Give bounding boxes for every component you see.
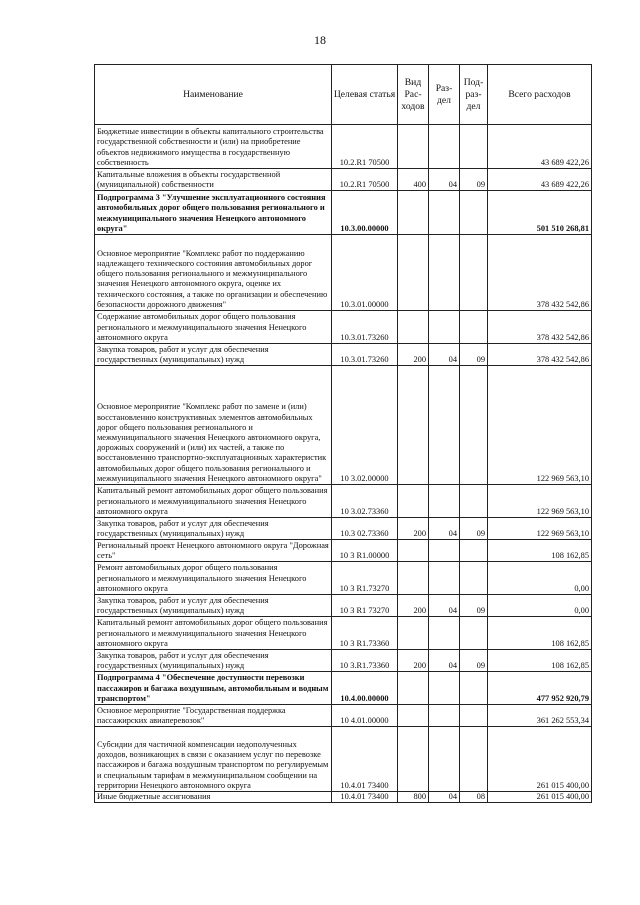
row-vid (398, 617, 429, 650)
row-target: 10.4.01 73400 (332, 792, 398, 803)
row-name: Закупка товаров, работ и услуг для обеспечения государственных (муниципальных) нужд (95, 518, 332, 540)
row-total: 261 015 400,00 (488, 792, 592, 803)
row-razdel: 04 (429, 595, 460, 617)
row-razdel (429, 311, 460, 344)
row-target: 10.3.00.00000 (332, 191, 398, 235)
row-razdel (429, 617, 460, 650)
table-row (95, 169, 592, 191)
row-razdel (429, 366, 460, 485)
row-vid (398, 540, 429, 562)
row-podrazdel: 09 (460, 518, 488, 540)
row-total: 378 432 542,86 (488, 311, 592, 344)
header-vid: Вид Рас- ходов (398, 65, 429, 125)
table-row (95, 617, 592, 650)
table-row (95, 672, 592, 705)
row-total: 378 432 542,86 (488, 344, 592, 366)
table-row (95, 344, 592, 366)
row-name: Ремонт автомобильных дорог общего пользования регионального и межмуниципального значения Ненецкого автономного округа (95, 562, 332, 595)
row-podrazdel (460, 485, 488, 518)
row-podrazdel (460, 540, 488, 562)
row-total: 122 969 563,10 (488, 366, 592, 485)
row-total: 43 689 422,26 (488, 169, 592, 191)
row-name: Подпрограмма 3 "Улучшение эксплуатационного состояния автомобильных дорог общего пользования регионального и межмуниципального значения Ненецкого автономного округа" (95, 191, 332, 235)
row-total: 501 510 268,81 (488, 191, 592, 235)
row-target: 10 3 R1.73360 (332, 617, 398, 650)
row-total: 378 432 542,86 (488, 235, 592, 311)
table-row (95, 518, 592, 540)
row-target: 10.2.R1 70500 (332, 169, 398, 191)
row-target: 10 3 R1.73270 (332, 562, 398, 595)
row-vid (398, 235, 429, 311)
row-target: 10 3.02.00000 (332, 366, 398, 485)
row-podrazdel (460, 311, 488, 344)
header-podrazdel: Под- раз- дел (460, 65, 488, 125)
row-total: 43 689 422,26 (488, 125, 592, 169)
header-total: Всего расходов (488, 65, 592, 125)
row-razdel: 04 (429, 518, 460, 540)
row-vid (398, 672, 429, 705)
row-vid (398, 705, 429, 727)
row-name: Подпрограмма 4 "Обеспечение доступности перевозки пассажиров и багажа воздушным, автомобильным и водным транспортом" (95, 672, 332, 705)
row-razdel (429, 485, 460, 518)
page-number: 18 (314, 33, 326, 47)
row-vid (398, 562, 429, 595)
row-podrazdel: 09 (460, 650, 488, 672)
row-name: Содержание автомобильных дорог общего пользования регионального и межмуниципального значения Ненецкого автономного округа (95, 311, 332, 344)
row-target: 10.3.01.73260 (332, 311, 398, 344)
row-name: Бюджетные инвестиции в объекты капитального строительства государственной собственности и (или) на приобретение объектов недвижимого имущества в государственную собственность (95, 125, 332, 169)
row-target: 10 3.02.73360 (332, 485, 398, 518)
row-total: 0,00 (488, 595, 592, 617)
row-razdel (429, 235, 460, 311)
table-row (95, 125, 592, 169)
row-razdel (429, 191, 460, 235)
row-total: 122 969 563,10 (488, 518, 592, 540)
table-row (95, 311, 592, 344)
row-target: 10.4.00.00000 (332, 672, 398, 705)
row-name: Закупка товаров, работ и услуг для обеспечения государственных (муниципальных) нужд (95, 344, 332, 366)
row-target: 10.2.R1 70500 (332, 125, 398, 169)
row-vid: 200 (398, 344, 429, 366)
row-name: Основное мероприятие "Комплекс работ по поддержанию надлежащего технического состояния автомобильных дорог общего пользования регионального и межмуниципального значения Ненецкого автономного округа, оценке их технического состояния, а также по организации и обеспечению безопасности дорожного движения" (95, 235, 332, 311)
row-vid: 200 (398, 518, 429, 540)
row-target: 10 4.01.00000 (332, 705, 398, 727)
row-vid: 200 (398, 650, 429, 672)
table-row (95, 485, 592, 518)
row-vid: 200 (398, 595, 429, 617)
row-podrazdel (460, 125, 488, 169)
row-name: Закупка товаров, работ и услуг для обеспечения государственных (муниципальных) нужд (95, 595, 332, 617)
row-total: 361 262 553,34 (488, 705, 592, 727)
row-podrazdel (460, 617, 488, 650)
row-razdel (429, 705, 460, 727)
row-podrazdel: 09 (460, 169, 488, 191)
header-target: Целевая статья (332, 65, 398, 125)
row-podrazdel (460, 727, 488, 792)
table-row (95, 595, 592, 617)
row-vid: 400 (398, 169, 429, 191)
table-row (95, 235, 592, 311)
row-target: 10.3.01.00000 (332, 235, 398, 311)
row-target: 10 3 R1 73270 (332, 595, 398, 617)
row-name: Субсидии для частичной компенсации недополученных доходов, возникающих в связи с оказанием услуг по перевозке пассажиров и багажа воздушным транспортом по регулируемым и специальным тарифам в межмуниципальном сообщении на территории Ненецкого автономного округа (95, 727, 332, 792)
row-target: 10.4.01 73400 (332, 727, 398, 792)
row-razdel (429, 562, 460, 595)
row-total: 477 952 920,79 (488, 672, 592, 705)
row-razdel (429, 727, 460, 792)
row-razdel (429, 672, 460, 705)
row-vid (398, 125, 429, 169)
row-vid (398, 191, 429, 235)
row-vid: 800 (398, 792, 429, 803)
row-total: 0,00 (488, 562, 592, 595)
table-row (95, 562, 592, 595)
row-name: Основное мероприятие "Комплекс работ по замене и (или) восстановлению конструктивных элементов автомобильных дорог общего пользования регионального и межмуниципального значения Ненецкого автономного округа, дорожных сооружений и (или) их частей, а также по восстановлению транспортно-эксплуатационных характеристик автомобильных дорог общего пользования регионального и межмуниципального значения Ненецкого автономного округа" (95, 366, 332, 485)
header-razdel: Раз- дел (429, 65, 460, 125)
row-podrazdel: 09 (460, 344, 488, 366)
row-total: 108 162,85 (488, 617, 592, 650)
row-podrazdel (460, 562, 488, 595)
row-name: Закупка товаров, работ и услуг для обеспечения государственных (муниципальных) нужд (95, 650, 332, 672)
row-total: 261 015 400,00 (488, 727, 592, 792)
row-vid (398, 311, 429, 344)
row-razdel: 04 (429, 650, 460, 672)
row-total: 122 969 563,10 (488, 485, 592, 518)
table-row (95, 705, 592, 727)
row-vid (398, 366, 429, 485)
table-row (95, 540, 592, 562)
row-name: Капитальные вложения в объекты государственной (муниципальной) собственности (95, 169, 332, 191)
table-row (95, 792, 592, 803)
row-name: Основное мероприятие "Государственная поддержка пассажирских авиаперевозок" (95, 705, 332, 727)
row-vid (398, 485, 429, 518)
row-name: Региональный проект Ненецкого автономного округа "Дорожная сеть" (95, 540, 332, 562)
row-name: Капитальный ремонт автомобильных дорог общего пользования регионального и межмуниципального значения Ненецкого автономного округа (95, 617, 332, 650)
row-razdel (429, 125, 460, 169)
row-podrazdel: 08 (460, 792, 488, 803)
row-target: 10 3 R1.00000 (332, 540, 398, 562)
row-name: Иные бюджетные ассигнования (95, 792, 332, 803)
table-row (95, 727, 592, 792)
table-header-row (95, 65, 592, 125)
header-name: Наименование (95, 65, 332, 125)
row-vid (398, 727, 429, 792)
table-row (95, 366, 592, 485)
row-razdel: 04 (429, 344, 460, 366)
budget-table (94, 64, 592, 803)
row-podrazdel (460, 235, 488, 311)
table-row (95, 191, 592, 235)
row-podrazdel (460, 672, 488, 705)
row-razdel (429, 540, 460, 562)
table-row (95, 650, 592, 672)
row-razdel: 04 (429, 792, 460, 803)
row-target: 10.3 02.73360 (332, 518, 398, 540)
row-podrazdel: 09 (460, 595, 488, 617)
row-podrazdel (460, 191, 488, 235)
row-podrazdel (460, 705, 488, 727)
row-name: Капитальный ремонт автомобильных дорог общего пользования регионального и межмуниципального значения Ненецкого автономного округа (95, 485, 332, 518)
row-razdel: 04 (429, 169, 460, 191)
row-target: 10.3.01.73260 (332, 344, 398, 366)
row-target: 10 3.R1.73360 (332, 650, 398, 672)
row-total: 108 162,85 (488, 540, 592, 562)
row-podrazdel (460, 366, 488, 485)
row-total: 108 162,85 (488, 650, 592, 672)
